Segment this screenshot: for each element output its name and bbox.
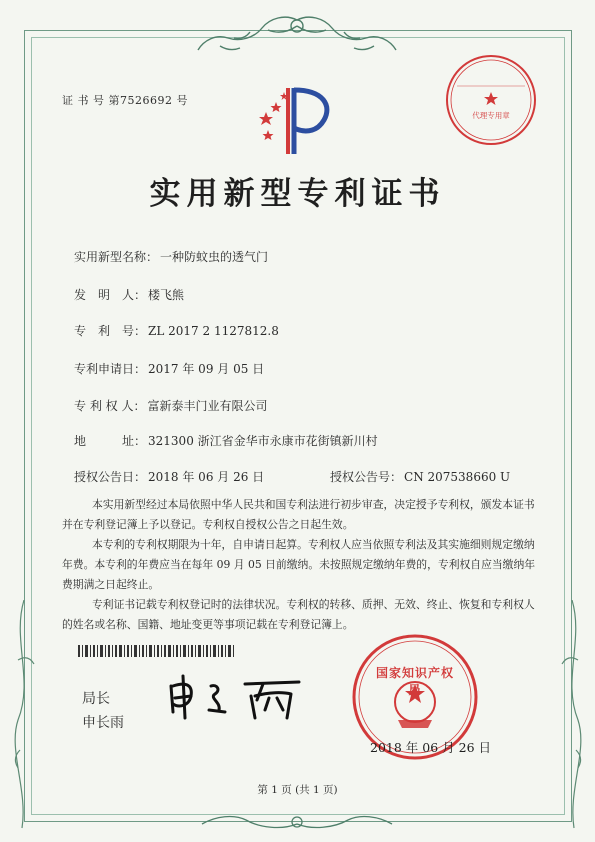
page-title: 实用新型专利证书 [149, 176, 446, 212]
field-label: 发 明 人： [74, 288, 147, 302]
field-patent-number [74, 322, 279, 339]
field-value: 2017 年 09 月 05 日 [148, 362, 265, 376]
field-label: 专 利 号： [74, 324, 147, 338]
field-value: 一种防蚊虫的透气门 [160, 250, 269, 264]
field-value: 2018 年 06 月 26 日 [148, 470, 265, 484]
director-title: 局长 [82, 691, 110, 707]
director-name: 申长雨 [82, 715, 124, 731]
field-address [74, 432, 378, 449]
paragraph: 专利证书记载专利权登记时的法律状况。专利权的转移、质押、无效、终止、恢复和专利权人的姓名或名称、国籍、地址变更等事项记载在专利登记簿上。 [62, 598, 535, 631]
field-label: 专 利 权 人： [74, 399, 146, 413]
seal-arc-text: 国家知识产权局 [375, 666, 454, 697]
field-value: 321300 浙江省金华市永康市花街镇新川村 [148, 434, 378, 448]
paragraph: 本专利的专利权期限为十年，自申请日起算。专利权人应当依照专利法及其实施细则规定缴纳年费。本专利的年费应当在每年 09 月 05 日前缴纳。未按照规定缴纳年费的，专利权自应当缴纳年费期满之日起终止。 [62, 538, 536, 591]
agent-seal-center-text: 代理专用章 [472, 111, 510, 120]
certificate-number: 证 书 号 第7526692 号 [62, 94, 188, 107]
bottom-ornament [190, 806, 405, 836]
field-inventor [74, 286, 184, 303]
field-value: CN 207538660 U [404, 470, 511, 484]
paragraph: 本实用新型经过本局依照中华人民共和国专利法进行初步审查，决定授予专利权，颁发本证书并在专利登记簿上予以登记。专利权自授权公告之日起生效。 [62, 498, 535, 531]
field-grant-date [74, 468, 264, 485]
field-label: 地 址： [74, 434, 147, 448]
field-label: 授权公告号： [330, 470, 403, 484]
certificate-text [62, 495, 540, 635]
patent-office-logo [254, 80, 334, 158]
director-signature [165, 672, 315, 722]
field-value: ZL 2017 2 1127812.8 [148, 324, 279, 338]
field-application-date [74, 360, 264, 377]
field-value: 富新泰丰门业有限公司 [147, 399, 268, 413]
agent-seal [443, 52, 539, 148]
field-label: 授权公告日： [74, 470, 147, 484]
field-utility-model-name [74, 248, 268, 265]
seal-date: 2018 年 06 月 26 日 [370, 740, 491, 755]
field-patentee [74, 397, 267, 414]
field-grant-number [330, 468, 510, 485]
field-label: 实用新型名称： [74, 250, 159, 264]
barcode [78, 645, 234, 657]
field-value: 楼飞熊 [148, 288, 185, 302]
field-label: 专利申请日： [74, 362, 147, 376]
top-ornament [190, 12, 405, 62]
page-footer: 第 1 页 (共 1 页) [257, 784, 338, 796]
